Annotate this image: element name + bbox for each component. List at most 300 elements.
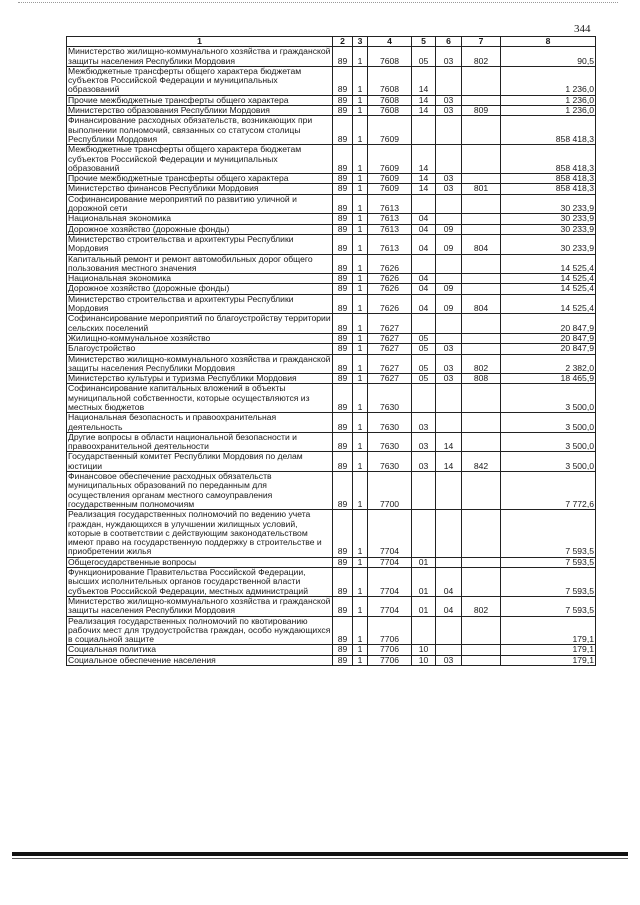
code-col3: 1 [353,184,368,194]
row-amount: 858 418,3 [501,184,596,194]
code-col3: 1 [353,274,368,284]
row-amount: 14 525,4 [501,254,596,274]
page-number: 344 [574,23,591,35]
code-col4: 7613 [368,214,412,224]
code-col5 [412,616,436,645]
code-col6 [436,645,462,655]
row-name: Государственный комитет Республики Мордовия по делам юстиции [67,452,333,472]
code-col4: 7609 [368,184,412,194]
row-name: Реализация государственных полномочий по ведению учета граждан, нуждающихся в улучшении жилищных условий, которые в соответствии с действующим законодательством имеют право на государственную поддержку в строительстве и приобретении жилья [67,510,333,557]
code-col4: 7704 [368,557,412,567]
code-col5 [412,254,436,274]
code-col2: 89 [333,274,353,284]
code-col6 [436,557,462,567]
row-name: Благоустройство [67,344,333,354]
code-col5: 14 [412,184,436,194]
row-name: Реализация государственных полномочий по квотированию рабочих мест для трудоустройства граждан, особо нуждающихся в социальной защите [67,616,333,645]
row-name: Национальная экономика [67,214,333,224]
row-amount: 1 236,0 [501,66,596,95]
code-col2: 89 [333,66,353,95]
code-col7 [462,413,501,433]
table-row [67,374,596,384]
code-col4: 7706 [368,645,412,655]
column-header: 5 [412,37,436,47]
row-amount: 30 233,9 [501,224,596,234]
code-col6 [436,274,462,284]
code-col3: 1 [353,224,368,234]
code-col7 [462,655,501,665]
code-col2: 89 [333,568,353,597]
row-amount: 3 500,0 [501,432,596,452]
code-col3: 1 [353,66,368,95]
table-row [67,452,596,472]
row-name: Финансовое обеспечение расходных обязательств муниципальных образований по переданным для осуществления органам местного самоуправления государственным полномочиям [67,472,333,510]
row-name: Капитальный ремонт и ремонт автомобильных дорог общего пользования местного значения [67,254,333,274]
row-name: Министерство жилищно-коммунального хозяйства и гражданской защиты населения Республики Мордовия [67,47,333,67]
code-col3: 1 [353,645,368,655]
scan-artifact [18,2,618,4]
code-col2: 89 [333,384,353,413]
code-col5: 04 [412,234,436,254]
code-col3: 1 [353,557,368,567]
row-amount: 179,1 [501,655,596,665]
row-name: Национальная экономика [67,274,333,284]
code-col7: 802 [462,354,501,374]
code-col6 [436,384,462,413]
code-col5: 10 [412,645,436,655]
code-col6: 04 [436,568,462,597]
row-amount: 7 593,5 [501,596,596,616]
table-row [67,354,596,374]
code-col6 [436,254,462,274]
code-col5: 04 [412,274,436,284]
row-amount: 179,1 [501,645,596,655]
code-col6: 03 [436,344,462,354]
row-amount: 7 772,6 [501,472,596,510]
table-row [67,234,596,254]
code-col5: 05 [412,333,436,343]
code-col2: 89 [333,432,353,452]
row-name: Финансирование расходных обязательств, возникающих при выполнении полномочий, связанных со статусом столицы Республики Мордовия [67,116,333,145]
code-col4: 7608 [368,106,412,116]
column-header: 4 [368,37,412,47]
code-col5 [412,510,436,557]
code-col7 [462,214,501,224]
code-col7 [462,284,501,294]
column-header: 6 [436,37,462,47]
code-col4: 7630 [368,432,412,452]
code-col2: 89 [333,95,353,105]
code-col5: 05 [412,47,436,67]
table-row [67,214,596,224]
code-col3: 1 [353,314,368,334]
code-col5: 03 [412,432,436,452]
code-col2: 89 [333,596,353,616]
code-col2: 89 [333,234,353,254]
table-row [67,333,596,343]
row-name: Общегосударственные вопросы [67,557,333,567]
code-col6: 03 [436,106,462,116]
code-col2: 89 [333,214,353,224]
row-amount: 7 593,5 [501,510,596,557]
code-col3: 1 [353,234,368,254]
code-col2: 89 [333,510,353,557]
code-col4: 7704 [368,510,412,557]
code-col5 [412,194,436,214]
code-col7: 802 [462,47,501,67]
table-row [67,47,596,67]
code-col5: 14 [412,174,436,184]
row-name: Социальное обеспечение населения [67,655,333,665]
code-col2: 89 [333,354,353,374]
code-col4: 7706 [368,655,412,665]
row-name: Социальная политика [67,645,333,655]
code-col2: 89 [333,224,353,234]
code-col3: 1 [353,452,368,472]
row-amount: 20 847,9 [501,344,596,354]
code-col6: 09 [436,284,462,294]
code-col2: 89 [333,145,353,174]
row-amount: 858 418,3 [501,174,596,184]
row-amount: 14 525,4 [501,284,596,294]
row-amount: 30 233,9 [501,234,596,254]
code-col7 [462,333,501,343]
code-col3: 1 [353,568,368,597]
code-col4: 7608 [368,95,412,105]
row-amount: 30 233,9 [501,194,596,214]
code-col4: 7700 [368,472,412,510]
code-col2: 89 [333,452,353,472]
code-col7 [462,557,501,567]
code-col3: 1 [353,354,368,374]
code-col5: 04 [412,294,436,314]
code-col4: 7627 [368,374,412,384]
code-col2: 89 [333,294,353,314]
code-col7 [462,314,501,334]
code-col5: 05 [412,374,436,384]
row-name: Межбюджетные трансферты общего характера бюджетам субъектов Российской Федерации и муниципальных образований [67,145,333,174]
table-header-row [67,37,596,47]
code-col2: 89 [333,655,353,665]
table-row [67,314,596,334]
code-col3: 1 [353,374,368,384]
code-col6: 14 [436,432,462,452]
row-name: Жилищно-коммунальное хозяйство [67,333,333,343]
code-col7 [462,384,501,413]
row-amount: 30 233,9 [501,214,596,224]
code-col6: 03 [436,655,462,665]
code-col7 [462,254,501,274]
table-row [67,384,596,413]
row-name: Прочие межбюджетные трансферты общего характера [67,174,333,184]
code-col5: 03 [412,452,436,472]
row-name: Другие вопросы в области национальной безопасности и правоохранительной деятельности [67,432,333,452]
row-amount: 1 236,0 [501,106,596,116]
code-col5: 14 [412,95,436,105]
code-col7 [462,116,501,145]
table-row [67,106,596,116]
code-col4: 7630 [368,384,412,413]
code-col2: 89 [333,284,353,294]
code-col5 [412,384,436,413]
row-amount: 179,1 [501,616,596,645]
table-row [67,284,596,294]
code-col2: 89 [333,413,353,433]
code-col6 [436,116,462,145]
code-col7: 804 [462,294,501,314]
code-col3: 1 [353,95,368,105]
code-col5: 05 [412,354,436,374]
table-row [67,655,596,665]
table-row [67,557,596,567]
code-col5: 01 [412,596,436,616]
table-row [67,645,596,655]
code-col6: 03 [436,354,462,374]
row-amount: 20 847,9 [501,314,596,334]
code-col6: 09 [436,294,462,314]
code-col2: 89 [333,106,353,116]
code-col5: 01 [412,568,436,597]
code-col3: 1 [353,432,368,452]
code-col6: 03 [436,174,462,184]
row-amount: 18 465,9 [501,374,596,384]
code-col5: 04 [412,284,436,294]
code-col4: 7609 [368,145,412,174]
code-col6 [436,314,462,334]
code-col4: 7626 [368,274,412,284]
code-col4: 7613 [368,194,412,214]
code-col5 [412,116,436,145]
table-row [67,66,596,95]
code-col6 [436,214,462,224]
row-amount: 858 418,3 [501,116,596,145]
table-row [67,616,596,645]
table-row [67,274,596,284]
table-row [67,254,596,274]
code-col4: 7627 [368,333,412,343]
code-col6: 14 [436,452,462,472]
code-col6: 03 [436,95,462,105]
code-col3: 1 [353,294,368,314]
code-col7: 801 [462,184,501,194]
row-name: Дорожное хозяйство (дорожные фонды) [67,284,333,294]
row-name: Министерство строительства и архитектуры Республики Мордовия [67,234,333,254]
code-col6 [436,510,462,557]
table-row [67,510,596,557]
code-col3: 1 [353,384,368,413]
code-col7 [462,194,501,214]
row-amount: 90,5 [501,47,596,67]
code-col4: 7613 [368,224,412,234]
code-col5: 04 [412,214,436,224]
row-name: Министерство строительства и архитектуры Республики Мордовия [67,294,333,314]
code-col2: 89 [333,344,353,354]
code-col4: 7608 [368,66,412,95]
code-col3: 1 [353,174,368,184]
row-amount: 3 500,0 [501,413,596,433]
code-col3: 1 [353,472,368,510]
code-col2: 89 [333,194,353,214]
code-col5: 05 [412,344,436,354]
code-col4: 7613 [368,234,412,254]
table-row [67,294,596,314]
row-name: Межбюджетные трансферты общего характера бюджетам субъектов Российской Федерации и муниципальных образований [67,66,333,95]
code-col5: 03 [412,413,436,433]
row-amount: 20 847,9 [501,333,596,343]
table-row [67,472,596,510]
code-col3: 1 [353,413,368,433]
code-col3: 1 [353,254,368,274]
code-col6: 09 [436,224,462,234]
code-col7: 802 [462,596,501,616]
code-col2: 89 [333,47,353,67]
table-row [67,145,596,174]
code-col2: 89 [333,645,353,655]
row-amount: 14 525,4 [501,294,596,314]
code-col4: 7627 [368,314,412,334]
table-row [67,95,596,105]
code-col4: 7609 [368,116,412,145]
column-header: 2 [333,37,353,47]
scan-border-bottom [12,852,628,856]
code-col5: 14 [412,145,436,174]
column-header: 1 [67,37,333,47]
code-col2: 89 [333,184,353,194]
code-col4: 7626 [368,284,412,294]
code-col3: 1 [353,116,368,145]
code-col4: 7627 [368,344,412,354]
code-col2: 89 [333,374,353,384]
code-col2: 89 [333,254,353,274]
code-col3: 1 [353,106,368,116]
code-col4: 7630 [368,452,412,472]
code-col7 [462,616,501,645]
column-header: 8 [501,37,596,47]
row-amount: 2 382,0 [501,354,596,374]
code-col2: 89 [333,314,353,334]
code-col7: 809 [462,106,501,116]
row-name: Софинансирование капитальных вложений в объекты муниципальной собственности, которые осуществляются из местных бюджетов [67,384,333,413]
code-col3: 1 [353,214,368,224]
code-col7: 842 [462,452,501,472]
code-col6 [436,194,462,214]
code-col2: 89 [333,116,353,145]
code-col7 [462,174,501,184]
code-col7 [462,274,501,284]
code-col4: 7704 [368,596,412,616]
code-col7 [462,568,501,597]
scan-border-bottom-thin [12,858,628,859]
code-col6: 03 [436,374,462,384]
code-col7 [462,95,501,105]
code-col3: 1 [353,145,368,174]
code-col6 [436,145,462,174]
code-col6 [436,66,462,95]
code-col6 [436,616,462,645]
row-name: Прочие межбюджетные трансферты общего характера [67,95,333,105]
code-col3: 1 [353,47,368,67]
column-header: 3 [353,37,368,47]
code-col6: 03 [436,47,462,67]
code-col7 [462,344,501,354]
code-col3: 1 [353,655,368,665]
code-col4: 7609 [368,174,412,184]
code-col4: 7630 [368,413,412,433]
table-row [67,413,596,433]
row-name: Министерство финансов Республики Мордовия [67,184,333,194]
code-col3: 1 [353,616,368,645]
code-col5 [412,472,436,510]
code-col6 [436,472,462,510]
code-col7 [462,472,501,510]
table-row [67,184,596,194]
code-col4: 7706 [368,616,412,645]
code-col4: 7608 [368,47,412,67]
code-col5: 14 [412,106,436,116]
code-col6 [436,333,462,343]
budget-table [66,36,596,666]
table-row [67,568,596,597]
table-row [67,224,596,234]
row-amount: 858 418,3 [501,145,596,174]
code-col7 [462,224,501,234]
row-name: Министерство культуры и туризма Республики Мордовия [67,374,333,384]
code-col3: 1 [353,596,368,616]
row-name: Дорожное хозяйство (дорожные фонды) [67,224,333,234]
code-col5: 14 [412,66,436,95]
code-col7 [462,645,501,655]
code-col4: 7626 [368,254,412,274]
code-col5: 10 [412,655,436,665]
code-col3: 1 [353,510,368,557]
code-col2: 89 [333,333,353,343]
row-name: Министерство образования Республики Мордовия [67,106,333,116]
row-name: Софинансирование мероприятий по благоустройству территории сельских поселений [68,313,331,333]
code-col7: 804 [462,234,501,254]
code-col6: 09 [436,234,462,254]
code-col2: 89 [333,616,353,645]
code-col3: 1 [353,333,368,343]
code-col7 [462,66,501,95]
code-col3: 1 [353,194,368,214]
code-col2: 89 [333,472,353,510]
code-col4: 7704 [368,568,412,597]
table-row [67,432,596,452]
code-col3: 1 [353,284,368,294]
row-name: Министерство жилищно-коммунального хозяйства и гражданской защиты населения Республики Мордовия [67,596,333,616]
code-col2: 89 [333,174,353,184]
code-col5: 04 [412,224,436,234]
code-col4: 7627 [368,354,412,374]
table-row [67,116,596,145]
column-header: 7 [462,37,501,47]
row-name: Софинансирование мероприятий по развитию уличной и дорожной сети [67,194,333,214]
code-col7 [462,145,501,174]
code-col7 [462,432,501,452]
table-row [67,596,596,616]
row-amount: 7 593,5 [501,557,596,567]
code-col5 [412,314,436,334]
table-row [67,194,596,214]
row-amount: 7 593,5 [501,568,596,597]
code-col2: 89 [333,557,353,567]
table-row [67,174,596,184]
table-row [67,344,596,354]
code-col4: 7626 [368,294,412,314]
code-col6: 03 [436,184,462,194]
code-col7 [462,510,501,557]
row-name: Функционирование Правительства Российской Федерации, высших исполнительных органов государственной власти субъектов Российской Федерации, местных администраций [67,568,333,597]
